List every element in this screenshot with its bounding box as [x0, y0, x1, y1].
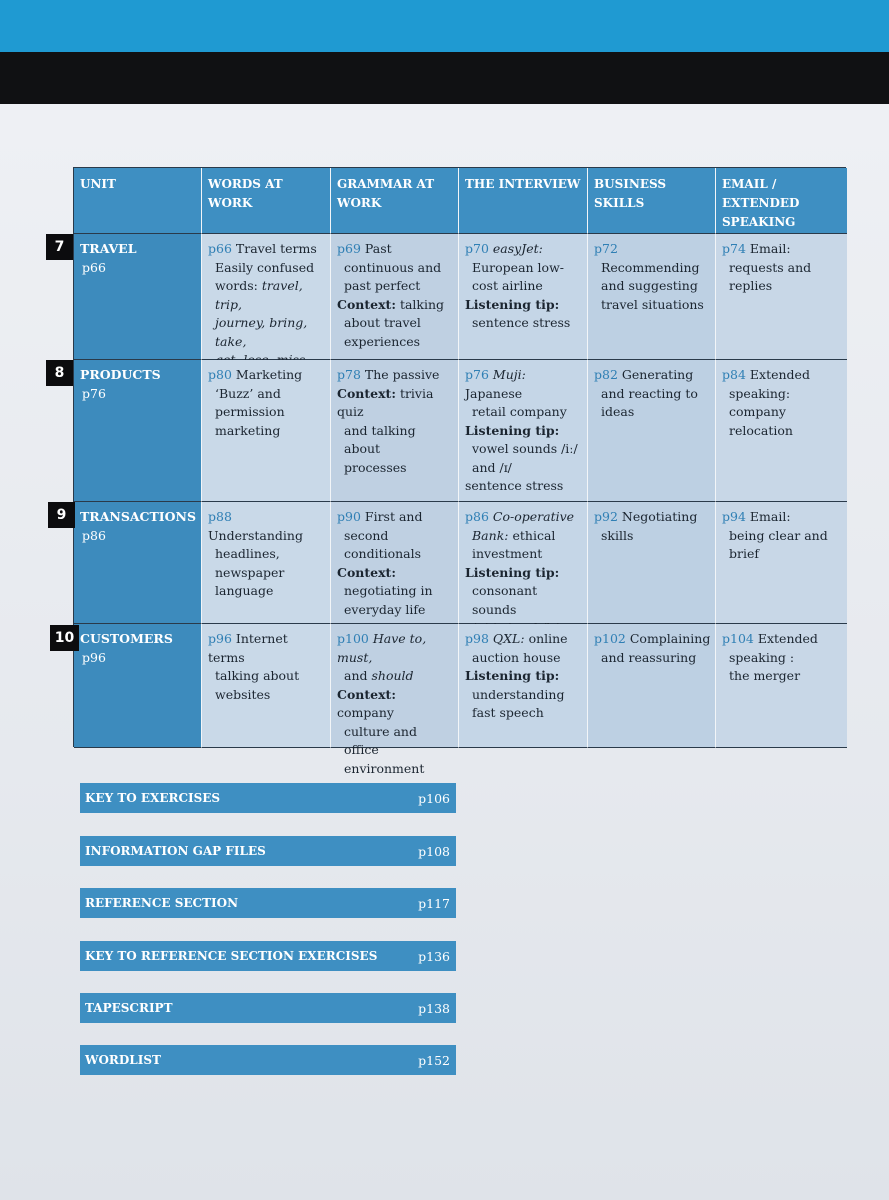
page-ref: p74 — [722, 241, 746, 256]
topic-text: marketing — [215, 422, 281, 438]
unit-9-skills — [588, 502, 716, 624]
unit-7-interview — [459, 234, 588, 360]
topic-text: and — [344, 668, 372, 683]
topic-text: and reacting to — [601, 385, 698, 401]
topic-text: Recommending — [601, 259, 700, 275]
header-words-at-work: WORDS AT WORK — [202, 168, 331, 234]
section-page: p152 — [418, 1052, 450, 1068]
topic-text: being clear and — [729, 527, 828, 543]
unit-8-email — [716, 360, 847, 502]
context-line — [337, 297, 444, 312]
dark-band — [0, 52, 889, 104]
section-key-to-exercises[interactable] — [80, 783, 456, 813]
interview-company: QXL: — [492, 631, 525, 646]
section-page: p117 — [418, 895, 450, 911]
unit-9-cell — [74, 502, 202, 624]
topic-text: The passive — [364, 367, 440, 382]
topic-text: speaking: — [729, 385, 791, 401]
unit-9-words — [202, 502, 331, 624]
topic-text: Extended — [749, 367, 810, 382]
page-ref: p66 — [208, 241, 232, 256]
unit-9-grammar — [331, 502, 459, 624]
topic-text: websites — [215, 686, 271, 702]
topic-text: ethical — [512, 527, 556, 543]
topic-text: company — [337, 705, 394, 720]
context-label: Context: — [337, 385, 396, 401]
unit-9-interview — [459, 502, 588, 624]
topic-text: words: — [215, 278, 262, 293]
topic-text: Japanese — [465, 385, 523, 401]
listening-tip-label: Listening tip: — [465, 296, 560, 312]
topic-text: speaking : — [729, 649, 795, 665]
topic-text: vowel sounds /iː/ — [472, 441, 578, 456]
topic-text: journey, bring, take, — [215, 315, 308, 349]
section-label: KEY TO EXERCISES — [85, 791, 221, 805]
topic-text: Generating — [621, 367, 694, 382]
section-reference-section[interactable] — [80, 888, 456, 918]
context-label: Context: — [337, 296, 396, 312]
interview-company: easyJet: — [492, 241, 543, 256]
page-ref: p102 — [594, 631, 626, 646]
page-ref: p104 — [722, 631, 754, 646]
unit-9-email — [716, 502, 847, 624]
topic-text: and /ɪ/ — [472, 459, 512, 475]
topic-text: Email: — [749, 509, 791, 524]
topic-text: travel, trip, — [215, 278, 303, 312]
topic-text: language — [215, 583, 274, 598]
page-ref: p86 — [465, 509, 489, 524]
topic-text: continuous and — [344, 259, 442, 275]
context-line — [337, 686, 454, 723]
page-ref: p98 — [465, 631, 489, 646]
unit-title: TRAVEL — [80, 241, 137, 256]
topic-text: talking — [399, 296, 445, 312]
page-ref: p94 — [722, 509, 746, 524]
topic-text: replies — [729, 278, 773, 293]
topic-text: talking about — [215, 668, 300, 683]
listening-tip-label: Listening tip: — [465, 668, 560, 683]
section-page: p106 — [418, 790, 450, 806]
topic-text: and suggesting — [601, 278, 698, 293]
topic-text — [465, 527, 583, 546]
unit-10-email — [716, 624, 847, 748]
contents-table — [73, 167, 846, 776]
topic-text: and talking about — [344, 422, 416, 456]
unit-title: CUSTOMERS — [80, 631, 173, 646]
section-page: p136 — [418, 948, 450, 964]
interview-company: Bank: — [472, 527, 509, 543]
topic-text: Have to, must, — [337, 631, 427, 665]
section-label: REFERENCE SECTION — [85, 896, 239, 910]
unit-8-grammar — [331, 360, 459, 502]
topic-text: Extended — [757, 631, 818, 646]
unit-8-cell — [74, 360, 202, 502]
page-ref: p82 — [594, 367, 618, 382]
topic-text: environment — [344, 760, 425, 776]
topic-text: skills — [601, 527, 634, 543]
topic-text: headlines, — [215, 546, 280, 561]
section-label: TAPESCRIPT — [85, 1001, 173, 1015]
section-key-to-reference-exercises[interactable] — [80, 941, 456, 971]
topic-text: permission — [215, 404, 285, 419]
topic-text: retail company — [472, 404, 567, 419]
topic-text: First and — [364, 509, 423, 524]
header-email-extended-speaking: EMAIL / EXTENDED SPEAKING — [716, 168, 847, 234]
unit-10-grammar — [331, 624, 459, 776]
unit-page: p66 — [82, 259, 106, 275]
page-ref: p72 — [594, 241, 618, 256]
unit-number-badge: 7 — [46, 234, 73, 260]
topic-text: relocation — [729, 422, 793, 438]
context-line — [337, 385, 454, 422]
topic-text: Internet terms — [208, 631, 288, 665]
topic-text: sentence stress — [472, 315, 571, 330]
page-ref: p80 — [208, 367, 232, 382]
topic-text: travel situations — [601, 296, 704, 312]
page-ref: p96 — [208, 631, 232, 646]
unit-7-grammar — [331, 234, 459, 360]
section-tapescript[interactable] — [80, 993, 456, 1023]
topic-text — [337, 667, 454, 686]
topic-text: Travel terms — [235, 241, 317, 256]
top-blue-band — [0, 0, 889, 52]
unit-title: TRANSACTIONS — [80, 509, 196, 524]
topic-text — [208, 277, 326, 314]
topic-text: trivia quiz — [337, 385, 434, 419]
topic-text: experiences — [344, 333, 421, 349]
listening-tip-label: Listening tip: — [465, 564, 560, 580]
topic-text: requests and — [729, 259, 812, 275]
topic-text: the merger — [729, 668, 801, 683]
unit-10-words — [202, 624, 331, 748]
unit-10-interview — [459, 624, 588, 748]
section-label: KEY TO REFERENCE SECTION EXERCISES — [85, 949, 378, 963]
listening-tip-label: Listening tip: — [465, 422, 560, 438]
topic-text: past perfect — [344, 278, 421, 293]
header-the-interview: THE INTERVIEW — [459, 168, 588, 234]
page-ref: p100 — [337, 631, 369, 646]
unit-7-email — [716, 234, 847, 360]
page-ref: p90 — [337, 509, 361, 524]
topic-text: ‘Buzz’ and — [215, 385, 281, 401]
topic-text: auction house — [472, 649, 561, 665]
topic-text: consonant sounds — [472, 583, 538, 617]
topic-text: Negotiating — [621, 509, 698, 524]
topic-text: company — [729, 404, 786, 419]
unit-8-interview — [459, 360, 588, 502]
topic-text: fast speech — [472, 705, 544, 720]
section-label: WORDLIST — [85, 1053, 161, 1067]
topic-text: culture and office — [344, 723, 417, 757]
topic-text: Easily confused — [215, 259, 315, 275]
header-unit: UNIT — [74, 168, 202, 234]
topic-text: cost airline — [472, 278, 543, 293]
section-wordlist[interactable] — [80, 1045, 456, 1075]
unit-number-badge: 8 — [46, 360, 73, 386]
topic-text: processes — [344, 459, 407, 475]
topic-text: Marketing — [235, 367, 303, 382]
section-page: p108 — [418, 843, 450, 859]
topic-text: second — [344, 527, 389, 543]
section-label: INFORMATION GAP FILES — [85, 844, 266, 858]
topic-text: sentence stress — [465, 478, 564, 493]
page-ref: p88 — [208, 509, 232, 524]
topic-text: about travel — [344, 315, 421, 330]
page-ref: p70 — [465, 241, 489, 256]
page-ref: p76 — [465, 367, 489, 382]
topic-text: should — [371, 668, 414, 683]
topic-text: everyday life — [344, 601, 426, 617]
unit-number-badge: 9 — [48, 502, 75, 528]
interview-company: Co-operative — [492, 509, 575, 524]
section-information-gap-files[interactable] — [80, 836, 456, 866]
unit-8-words — [202, 360, 331, 502]
header-grammar-at-work: GRAMMAR AT WORK — [331, 168, 459, 234]
topic-text: investment — [472, 546, 543, 561]
interview-company: Muji: — [492, 367, 526, 382]
unit-page: p86 — [82, 527, 106, 543]
topic-text: European low- — [472, 259, 564, 275]
topic-text: newspaper — [215, 564, 285, 580]
context-label: Context: — [337, 564, 396, 580]
topic-text: understanding — [472, 686, 565, 702]
topic-text: online — [528, 631, 568, 646]
context-label: Context: — [337, 686, 396, 702]
page-ref: p92 — [594, 509, 618, 524]
unit-10-cell — [74, 624, 202, 748]
unit-title: PRODUCTS — [80, 367, 161, 382]
unit-8-skills — [588, 360, 716, 502]
unit-number-badge: 10 — [50, 625, 79, 651]
topic-text: ideas — [601, 404, 635, 419]
topic-text: brief — [729, 546, 759, 561]
topic-text: and reassuring — [601, 649, 697, 665]
topic-text: Understanding — [208, 527, 303, 543]
section-page: p138 — [418, 1000, 450, 1016]
unit-7-words — [202, 234, 331, 360]
unit-page: p76 — [82, 385, 106, 401]
page-ref: p84 — [722, 367, 746, 382]
unit-7-skills — [588, 234, 716, 360]
topic-text: negotiating in — [344, 583, 433, 598]
topic-text: Complaining — [629, 631, 711, 646]
topic-text: Past — [364, 241, 392, 256]
header-business-skills: BUSINESS SKILLS — [588, 168, 716, 234]
page-ref: p78 — [337, 367, 361, 382]
topic-text: Email: — [749, 241, 791, 256]
topic-text: conditionals — [344, 546, 422, 561]
unit-7-cell — [74, 234, 202, 360]
unit-page: p96 — [82, 649, 106, 665]
page-ref: p69 — [337, 241, 361, 256]
unit-10-skills — [588, 624, 716, 748]
